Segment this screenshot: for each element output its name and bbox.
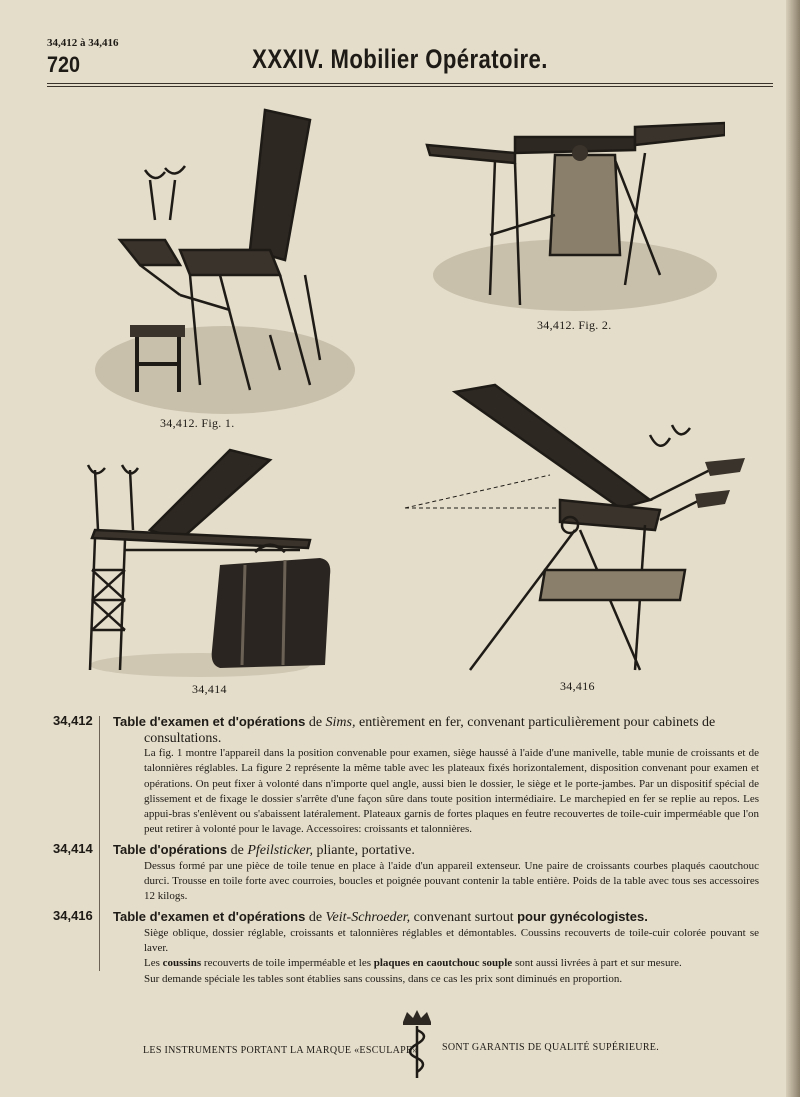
entry-name: Sims, [325, 715, 356, 730]
article-range: 34,412 à 34,416 [47, 37, 119, 49]
figure-34416 [400, 380, 750, 680]
entry-de: de [308, 909, 323, 925]
entry-heading [113, 841, 759, 859]
figure-34412-fig2 [425, 115, 725, 315]
text-run-bold: coussins [162, 957, 202, 970]
entry-code: 34,416 [53, 907, 93, 923]
entry-code: 34,414 [53, 840, 93, 856]
entry-heading-rest: entièrement en fer, convenant particulièrement pour cabinets de [359, 715, 716, 730]
entry-34416 [47, 908, 759, 987]
figure-34412-fig1 [80, 100, 360, 415]
entry-de: de [308, 715, 323, 730]
entry-heading [113, 908, 759, 926]
entry-description: Dessus formé par une pièce de toile tenue en place à l'aide d'un appareil extenseur. Une paire de croissants courbes plaqués caoutchouc durci. Trousse en toile forte avec courroies, boucles et poignée pouvant contenir la table entière. Poids de la table avec tous ses accessoires 12 kilogs. [144, 859, 759, 903]
entry-description [144, 956, 759, 971]
page-title: XXXIV. Mobilier Opératoire. [252, 44, 548, 74]
page-edge [786, 0, 800, 1097]
text-run: sont aussi livrées à part et sur mesure. [514, 957, 682, 970]
header-rule [47, 83, 773, 84]
figure-caption: 34,412. Fig. 1. [160, 416, 235, 430]
entry-code: 34,412 [53, 713, 93, 728]
figure-caption: 34,412. Fig. 2. [537, 318, 612, 332]
entry-heading-cont: consultations. [144, 731, 222, 746]
entry-description: La fig. 1 montre l'appareil dans la position convenable pour examen, siège haussé à l'aide d'une manivelle, table munie de croissants et de talonnières réglables. La figure 2 représente la même table avec les plateaux fixés horizontalement, disposition convenant pour examen et opérations. On peut fixer à volonté dans n'importe quel angle, aussi bien le dossier, le siège et le porte-jambes. Par un dispositif spécial de glissement et de fixage le dossier s'arrête d'une façon sûre dans toute position intermédiaire. Le marchepied en fer se replie au repos. Les appui-bras s'enlèvent ou s'abaissent latéralement. Plateaux garnis de fortes plaques en feutre recouvertes de toile-cuir imperméable que l'on peut retirer à volonté pour le lavage. Accessoires: croissants et talonnières. [144, 747, 759, 836]
entry-name: Pfeilsticker, [247, 842, 314, 858]
entry-description: Sur demande spéciale les tables sont établies sans coussins, dans ce cas les prix sont diminués en proportion. [144, 972, 623, 985]
entry-description: Siège oblique, dossier réglable, croissants et talonnières réglables et démontables. Coussins recouverts de toile-cuir colorée pouvant se laver. [144, 926, 759, 954]
entry-label: Table d'examen et d'opérations [113, 908, 306, 924]
entry-de: de [230, 842, 244, 858]
entry-heading-rest: pliante, portative. [316, 842, 415, 858]
footer-right-text: SONT GARANTIS DE QUALITÉ SUPÉRIEURE. [442, 1042, 660, 1053]
entry-heading [113, 713, 759, 731]
footer-left-text: LES INSTRUMENTS PORTANT LA MARQUE «ESCULAPE» [143, 1045, 418, 1056]
figure-caption: 34,414 [192, 682, 227, 696]
catalog-entries [47, 713, 759, 990]
header-rule-thin [47, 86, 773, 87]
figure-34414 [80, 440, 340, 680]
entry-heading-bold: pour gynécologistes. [517, 908, 648, 924]
text-run: recouverts de toile imperméable et les [203, 957, 371, 970]
entry-34414 [47, 841, 759, 905]
entry-name: Veit-Schroeder, [325, 909, 411, 925]
entry-34412 [47, 713, 759, 838]
entry-label: Table d'examen et d'opérations [113, 714, 306, 729]
entry-label: Table d'opérations [113, 841, 228, 857]
text-run-bold: plaques en caoutchouc souple [373, 957, 513, 970]
esculape-emblem-icon [395, 1008, 439, 1080]
page-number: 720 [47, 52, 81, 77]
text-run: Les [144, 957, 160, 970]
entry-heading-rest: convenant surtout [413, 909, 514, 925]
figure-caption: 34,416 [560, 679, 595, 693]
